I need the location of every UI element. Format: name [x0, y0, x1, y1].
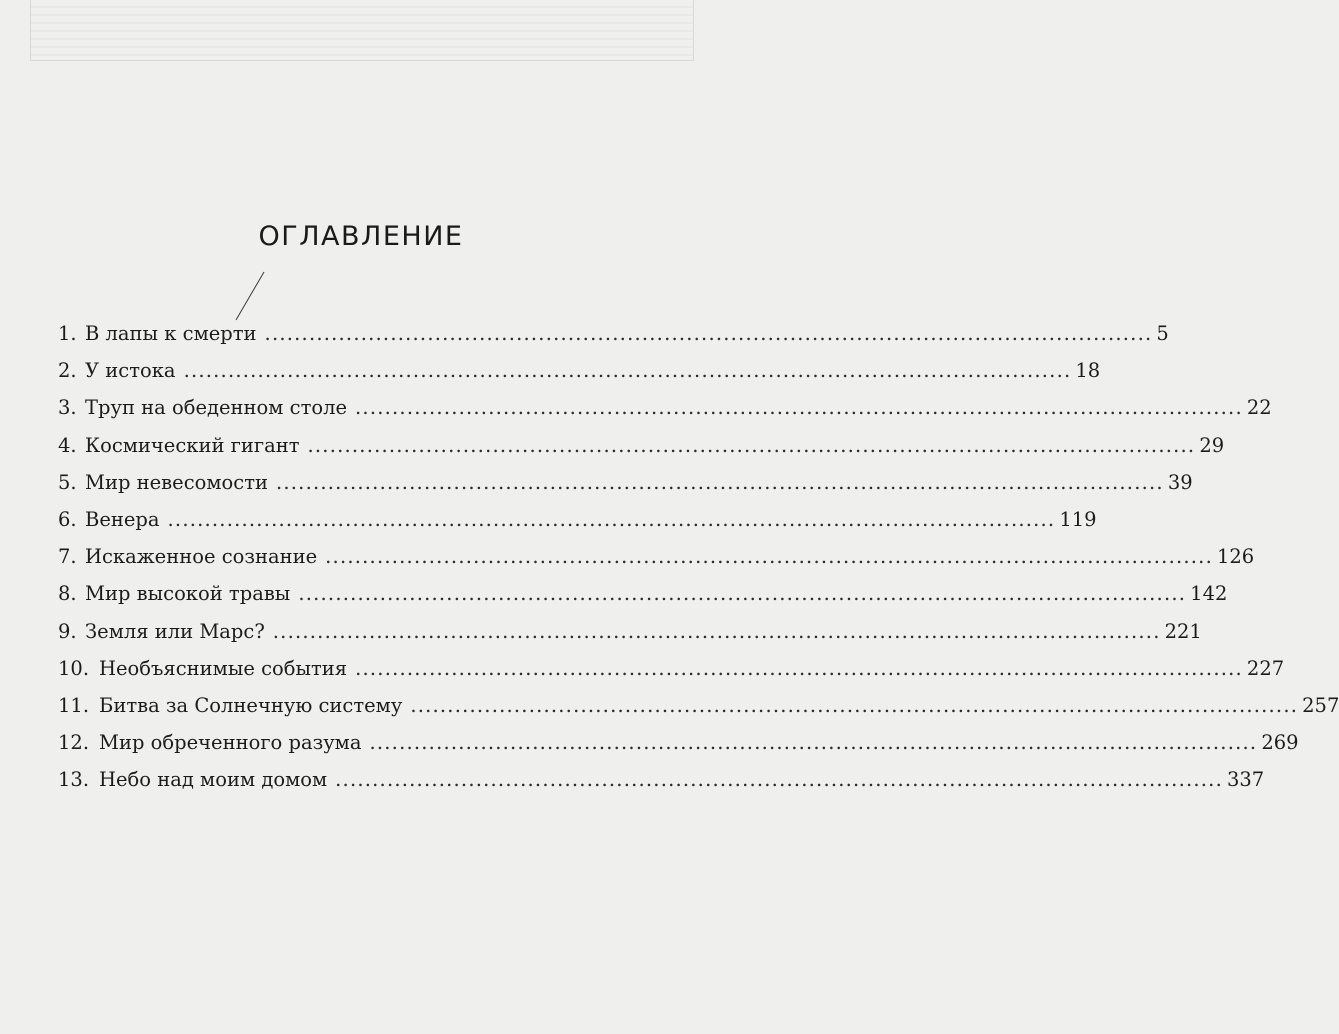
dot-leader: ........................................................................................................................: [183, 359, 1072, 383]
table-of-contents: [58, 322, 1339, 805]
toc-entry-number: 13.: [58, 768, 90, 792]
dot-leader: ........................................................................................................................: [355, 656, 1243, 680]
toc-entry-page: 227: [1246, 656, 1285, 680]
toc-entry-number: 8.: [58, 582, 77, 606]
dot-leader: ........................................................................................................................: [272, 619, 1161, 643]
dot-leader: ........................................................................................................................: [264, 322, 1153, 345]
toc-entry-1[interactable]: [58, 322, 1169, 359]
toc-entry-7[interactable]: [58, 545, 1255, 582]
toc-entry-page: 269: [1261, 731, 1299, 755]
toc-entry-number: 11.: [58, 693, 90, 717]
toc-entry-title: Мир обреченного разума: [99, 731, 362, 755]
dot-leader: ........................................................................................................................: [410, 693, 1299, 717]
toc-entry-number: 5.: [58, 470, 77, 494]
toc-entry-title: Небо над моим домом: [99, 768, 328, 792]
dot-leader: ........................................................................................................................: [307, 433, 1196, 457]
dot-leader: ........................................................................................................................: [275, 470, 1164, 494]
toc-entry-title: Мир невесомости: [85, 470, 268, 494]
dot-leader: ........................................................................................................................: [335, 768, 1223, 792]
toc-entry-page: 5: [1156, 322, 1169, 345]
toc-entry-3[interactable]: [58, 396, 1272, 433]
toc-entry-number: 2.: [58, 359, 77, 383]
toc-entry-number: 7.: [58, 545, 77, 569]
toc-entry-number: 12.: [58, 731, 90, 755]
toc-entry-title: В лапы к смерти: [85, 322, 257, 345]
dot-leader: ........................................................................................................................: [369, 731, 1258, 755]
toc-entry-page: 126: [1216, 545, 1255, 569]
toc-entry-page: 142: [1190, 582, 1228, 606]
toc-entry-10[interactable]: [58, 656, 1285, 694]
toc-entry-number: 3.: [58, 396, 77, 420]
toc-entry-page: 221: [1164, 619, 1202, 643]
toc-entry-number: 10.: [58, 656, 90, 680]
dot-leader: ........................................................................................................................: [355, 396, 1243, 420]
toc-entry-number: 1.: [58, 322, 77, 345]
toc-entry-number: 6.: [58, 507, 77, 531]
toc-entry-title: Искаженное сознание: [85, 545, 318, 569]
toc-entry-13[interactable]: [58, 768, 1265, 805]
pen-stroke-mark: [228, 268, 288, 328]
toc-entry-page: 337: [1226, 768, 1265, 792]
dot-leader: ........................................................................................................................: [298, 582, 1187, 606]
toc-entry-page: 119: [1059, 507, 1097, 531]
toc-entry-4[interactable]: [58, 433, 1225, 471]
toc-entry-page: 39: [1167, 470, 1193, 494]
dot-leader: ........................................................................................................................: [167, 507, 1056, 531]
toc-entry-12[interactable]: [58, 731, 1299, 768]
toc-entry-title: Венера: [85, 507, 160, 531]
page-title: ОГЛАВЛЕНИЕ: [258, 221, 464, 253]
toc-entry-title: Мир высокой травы: [85, 582, 291, 606]
show-through-bleed: [30, 0, 694, 61]
toc-entry-9[interactable]: [58, 619, 1202, 657]
toc-entry-number: 4.: [58, 433, 77, 457]
toc-entry-title: Битва за Солнечную систему: [99, 693, 403, 717]
toc-entry-page: 29: [1199, 433, 1225, 457]
toc-entry-page: 257: [1302, 693, 1339, 717]
toc-entry-6[interactable]: [58, 507, 1097, 545]
toc-entry-title: У истока: [85, 359, 176, 383]
dot-leader: ........................................................................................................................: [325, 545, 1213, 569]
toc-entry-8[interactable]: [58, 582, 1228, 619]
toc-entry-11[interactable]: [58, 693, 1339, 731]
toc-entry-5[interactable]: [58, 470, 1193, 508]
toc-entry-title: Космический гигант: [85, 433, 300, 457]
toc-entry-number: 9.: [58, 619, 77, 643]
toc-entry-2[interactable]: [58, 359, 1101, 396]
toc-entry-page: 22: [1246, 396, 1272, 420]
toc-entry-title: Труп на обеденном столе: [85, 396, 348, 420]
toc-entry-page: 18: [1075, 359, 1101, 383]
toc-entry-title: Необъяснимые события: [99, 656, 348, 680]
toc-entry-title: Земля или Марс?: [85, 619, 265, 643]
